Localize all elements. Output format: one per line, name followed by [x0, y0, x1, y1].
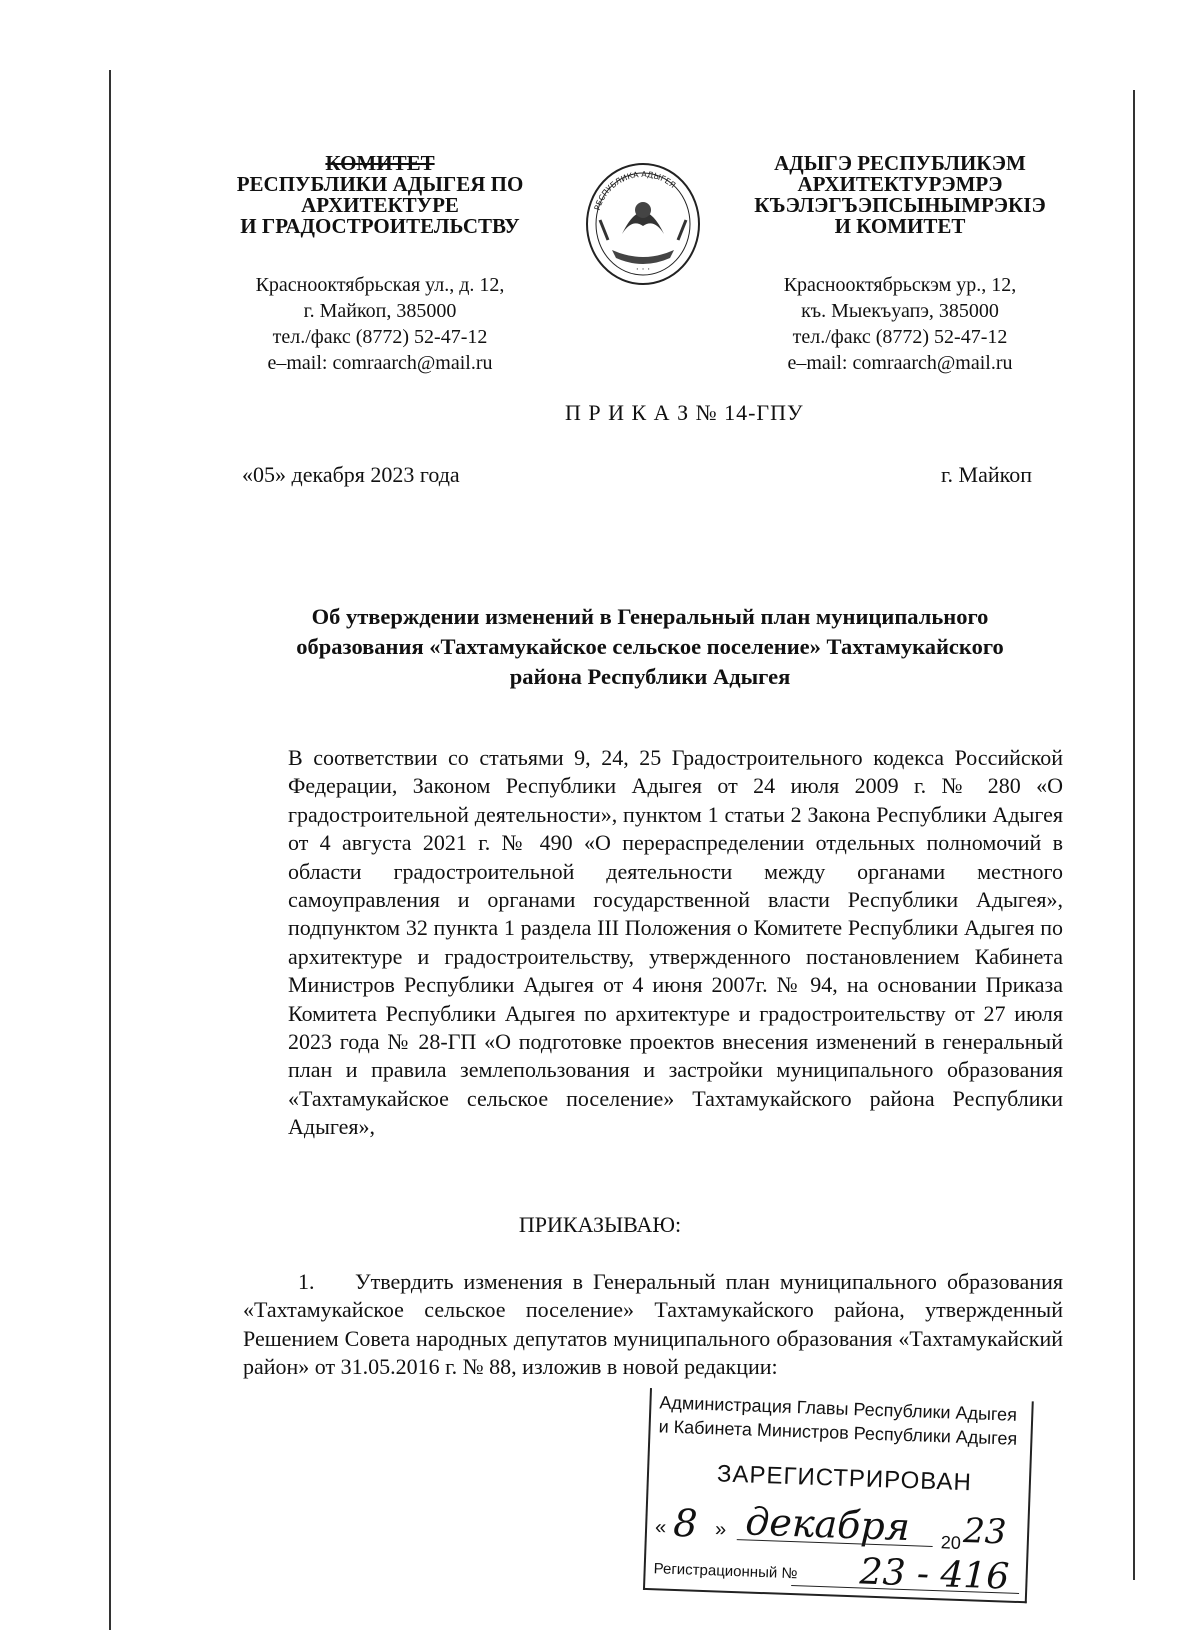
left-binding-line: [109, 70, 111, 1630]
address-left-line: тел./факс (8772) 52-47-12: [272, 326, 488, 348]
stamp-reg-number: 23 - 416: [858, 1551, 1010, 1598]
address-left-line: г. Майкоп, 385000: [303, 300, 457, 322]
order-word: ПРИКАЗЫВАЮ:: [518, 1212, 682, 1237]
header-left: [220, 153, 540, 237]
order-date: «05» декабря 2023 года: [242, 462, 460, 487]
order-city: г. Майкоп: [941, 462, 1032, 487]
stamp-year-prefix: 20: [940, 1532, 962, 1553]
registration-stamp: [643, 1388, 1032, 1601]
subject-line: Об утверждении изменений в Генеральный план муниципального: [311, 604, 989, 629]
header-right-line: АДЫГЭ РЕСПУБЛИКЭМ: [774, 151, 1026, 175]
subject-line: образования «Тахтамукайское сельское поселение» Тахтамукайского: [296, 634, 1004, 659]
order-item-text: Утвердить изменения в Генеральный план муниципального образования «Тахтамукайское сельское поселение» Тахтамукайского района, утвержденный Решением Совета народных депутатов муниципального образования «Тахтамукайский район» от 31.05.2016 г. № 88, изложив в новой редакции:: [243, 1269, 1063, 1380]
stamp-year: 23: [962, 1511, 1008, 1553]
emblem-text: РЕСПУБЛИКА АДЫГЕЯ: [592, 169, 678, 212]
order-title: П Р И К А З № 14-ГПУ: [565, 400, 804, 425]
preamble-paragraph: [243, 744, 1063, 1142]
right-binding-line: [1133, 90, 1135, 1580]
address-right-line: e–mail: comraarch@mail.ru: [787, 352, 1013, 374]
republic-emblem-icon: [582, 160, 704, 290]
header-right-line: И КОМИТЕТ: [834, 214, 966, 238]
stamp-open-quote: «: [654, 1516, 667, 1539]
header-right-line: КЪЭЛЭГЪЭПСЫНЫМРЭКIЭ: [754, 193, 1046, 217]
header-left-line: АРХИТЕКТУРЕ: [301, 193, 459, 217]
stamp-month: декабря: [744, 1499, 911, 1550]
address-left-line: e–mail: comraarch@mail.ru: [267, 352, 493, 374]
stamp-close-quote: »: [714, 1518, 727, 1541]
stamp-registered: ЗАРЕГИСТРИРОВАН: [716, 1460, 973, 1497]
order-subject: [240, 602, 1060, 692]
header-left-line: РЕСПУБЛИКИ АДЫГЕЯ ПО: [236, 172, 524, 196]
stamp-line1: Администрация Главы Республики Адыгея: [659, 1392, 1018, 1425]
preamble-text: В соответствии со статьями 9, 24, 25 Градостроительного кодекса Российской Федерации, Законом Республики Адыгея от 24 июля 2009 г. № 280 «О градостроительной деятельности», пунктом 1 статьи 2 Закона Республики Адыгея от 4 августа 2021 г. № 490 «О перераспределении отдельных полномочий в области градостроительной деятельности между органами местного самоуправления и органами государственной власти Республики Адыгея», подпунктом 32 пункта 1 раздела III Положения о Комитете Республики Адыгея по архитектуре и градостроительству, утвержденного постановлением Кабинета Министров Республики Адыгея от 4 июня 2007г. № 94, на основании Приказа Комитета Республики Адыгея по архитектуре и градостроительству от 27 июля 2023 года № 28-ГП «О подготовке проектов внесения изменений в генеральный план и правила землепользования и застройки муниципального образования «Тахтамукайское сельское поселение» Тахтамукайского района Республики Адыгея»,: [288, 745, 1063, 1140]
address-left-line: Краснооктябрьская ул., д. 12,: [255, 274, 505, 296]
address-left: [220, 272, 540, 376]
order-item-1: [243, 1268, 1063, 1382]
svg-text:РЕСПУБЛИКА АДЫГЕЯ: [593, 170, 678, 211]
header-left-line: И ГРАДОСТРОИТЕЛЬСТВУ: [240, 214, 520, 238]
address-right: [740, 272, 1060, 376]
address-right-line: тел./факс (8772) 52-47-12: [792, 326, 1008, 348]
stamp-line2: и Кабинета Министров Республики Адыгея: [658, 1416, 1018, 1449]
svg-text:· · ·: · · ·: [635, 265, 651, 275]
address-right-line: къ. Мыекъуапэ, 385000: [801, 300, 999, 322]
address-right-line: Краснооктябрьскэм ур., 12,: [783, 274, 1017, 296]
header-right: [730, 153, 1070, 237]
header-left-committee: КОМИТЕТ: [325, 151, 435, 175]
subject-line: района Республики Адыгея: [509, 664, 791, 689]
header-right-line: АРХИТЕКТУРЭМРЭ: [797, 172, 1003, 196]
stamp-day: 8: [672, 1500, 699, 1546]
order-item-number: 1.: [298, 1269, 315, 1294]
stamp-reg-label: Регистрационный №: [653, 1560, 798, 1583]
